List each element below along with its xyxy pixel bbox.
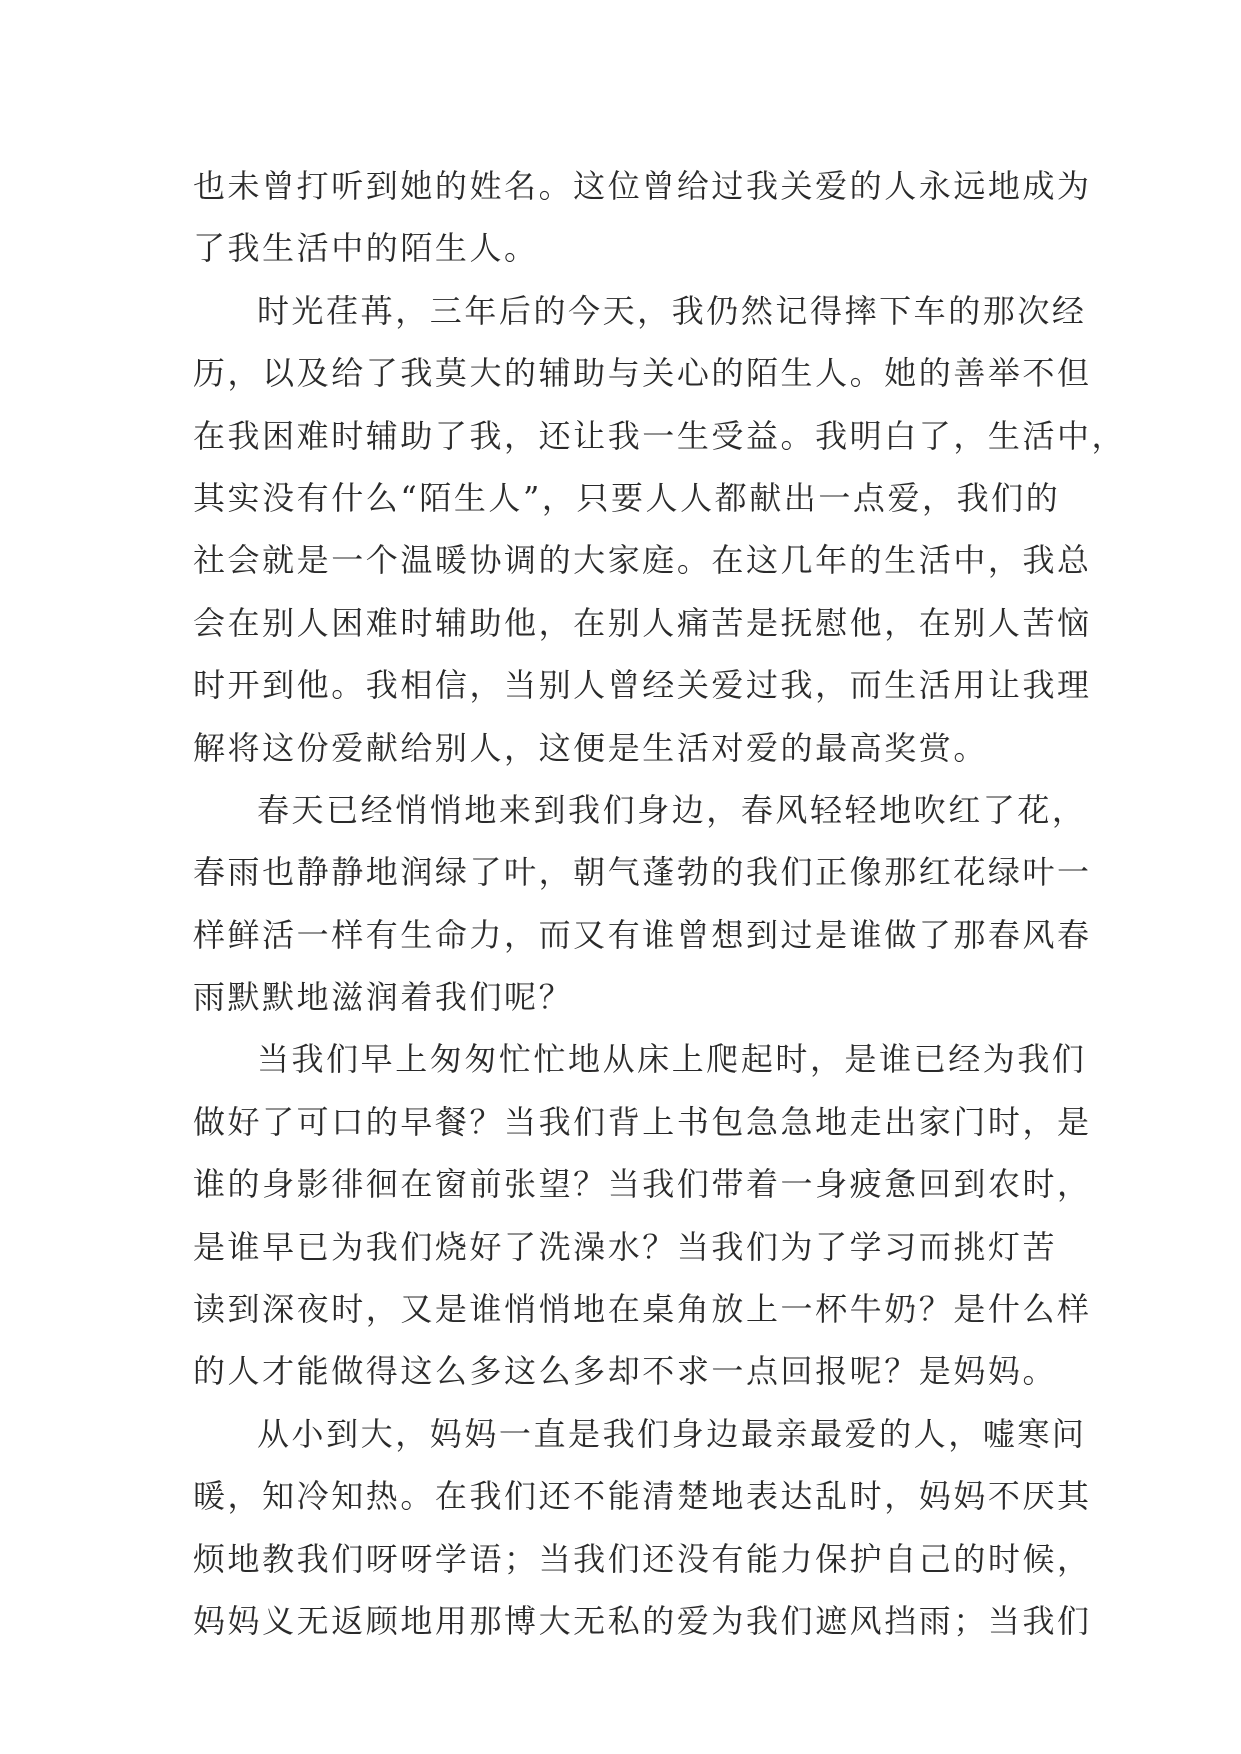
text-line: 从小到大，妈妈一直是我们身边最亲最爱的人，嘘寒问 [257,1414,1087,1453]
text-line: 读到深夜时，又是谁悄悄地在桌角放上一杯牛奶？是什么样 [193,1290,1092,1329]
essay-body [193,155,1127,1652]
text-line: 在我困难时辅助了我，还让我一生受益。我明白了，生活中， [193,416,1127,455]
text-line: 做好了可口的早餐？当我们背上书包急急地走出家门时，是 [193,1102,1092,1141]
text-line: 了我生活中的陌生人。 [193,229,539,268]
text-line: 历，以及给了我莫大的辅助与关心的陌生人。她的善举不但 [193,354,1092,393]
text-line: 样鲜活一样有生命力，而又有谁曾想到过是谁做了那春风春 [193,915,1092,954]
text-line: 其实没有什么“陌生人”，只要人人都献出一点爱，我们的 [193,478,1061,517]
text-line: 是谁早已为我们烧好了洗澡水？当我们为了学习而挑灯苦 [193,1227,1058,1266]
text-line: 社会就是一个温暖协调的大家庭。在这几年的生活中，我总 [193,541,1092,580]
text-line: 春天已经悄悄地来到我们身边，春风轻轻地吹红了花， [257,790,1087,829]
paragraph [193,280,1127,779]
text-line: 时光荏苒，三年后的今天，我仍然记得摔下车的那次经 [257,291,1087,330]
text-line: 暖，知冷知热。在我们还不能清楚地表达乱时，妈妈不厌其 [193,1477,1092,1516]
text-line: 时开到他。我相信，当别人曾经关爱过我，而生活用让我理 [193,666,1092,705]
text-line: 烦地教我们呀呀学语；当我们还没有能力保护自己的时候， [193,1539,1092,1578]
text-line: 当我们早上匆匆忙忙地从床上爬起时，是谁已经为我们 [257,1040,1087,1079]
text-line: 会在别人困难时辅助他，在别人痛苦是抚慰他，在别人苦恼 [193,603,1092,642]
paragraph [193,779,1092,1029]
text-line: 春雨也静静地润绿了叶，朝气蓬勃的我们正像那红花绿叶一 [193,853,1092,892]
paragraph [193,1028,1092,1402]
text-line: 妈妈义无返顾地用那博大无私的爱为我们遮风挡雨；当我们 [193,1601,1092,1640]
paragraph [193,155,1092,280]
text-line: 的人才能做得这么多这么多却不求一点回报呢？是妈妈。 [193,1352,1058,1391]
paragraph [193,1403,1092,1653]
text-line: 雨默默地滋润着我们呢？ [193,978,574,1017]
text-line: 解将这份爱献给别人，这便是生活对爱的最高奖赏。 [193,728,988,767]
text-line: 谁的身影徘徊在窗前张望？当我们带着一身疲惫回到农时， [193,1165,1092,1204]
text-line: 也未曾打听到她的姓名。这位曾给过我关爱的人永远地成为 [193,167,1092,205]
